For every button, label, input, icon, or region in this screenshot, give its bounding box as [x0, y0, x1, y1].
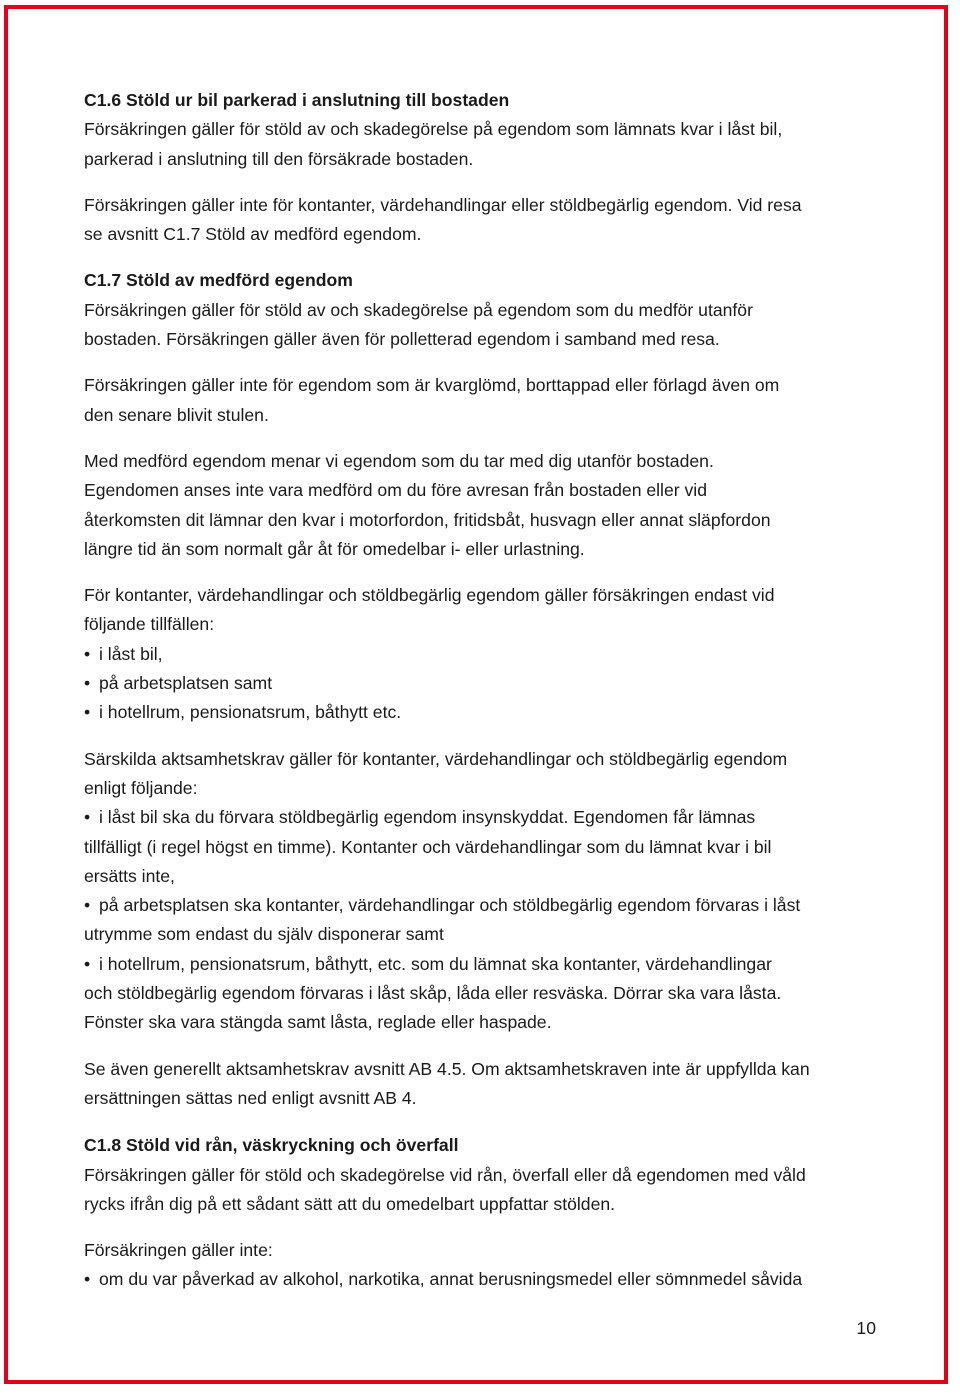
bullet-list [84, 803, 884, 1037]
list-item: • i hotellrum, pensionatsrum, båthytt etc. [84, 698, 884, 727]
paragraph: Särskilda aktsamhetskrav gäller för kontanter, värdehandlingar och stöldbegärlig egendom enligt följande: [84, 748, 788, 798]
list-item: • i låst bil, [84, 640, 884, 669]
paragraph: Försäkringen gäller inte: [84, 1240, 273, 1261]
paragraph: Försäkringen gäller för stöld av och skadegörelse på egendom som lämnats kvar i låst bil, parkerad i anslutning till den försäkrade bostaden. [84, 119, 783, 169]
list-item: • i hotellrum, pensionatsrum, båthytt, etc. som du lämnat ska kontanter, värdehandlingar och stöldbegärlig egendom förvaras i låst skåp, låda eller resväska. Dörrar ska vara låsta. Fönster ska vara stängda samt låsta, reglade eller haspade. [84, 950, 884, 1038]
list-item: • om du var påverkad av alkohol, narkotika, annat berusningsmedel eller sömnmedel såvida [84, 1265, 884, 1294]
bullet-list [84, 640, 884, 728]
document-body [84, 86, 884, 1295]
section-heading: C1.8 Stöld vid rån, väskryckning och överfall [84, 1135, 459, 1156]
section-c1-7 [84, 266, 884, 1113]
paragraph: Försäkringen gäller inte för egendom som är kvarglömd, borttappad eller förlagd även om den senare blivit stulen. [84, 375, 780, 425]
section-heading: C1.7 Stöld av medförd egendom [84, 270, 353, 291]
paragraph: För kontanter, värdehandlingar och stöldbegärlig egendom gäller försäkringen endast vid följande tillfällen: [84, 585, 775, 635]
paragraph: Försäkringen gäller för stöld och skadegörelse vid rån, överfall eller då egendomen med våld rycks ifrån dig på ett sådant sätt att du omedelbart uppfattar stölden. [84, 1164, 806, 1214]
list-item: • i låst bil ska du förvara stöldbegärlig egendom insynskyddat. Egendomen får lämnas tillfälligt (i regel högst en timme). Kontanter och värdehandlingar som du lämnat kvar i bil ersätts inte, [84, 803, 884, 891]
page-number: 10 [856, 1318, 876, 1338]
list-item: • på arbetsplatsen ska kontanter, värdehandlingar och stöldbegärlig egendom förvaras i låst utrymme som endast du själv disponerar samt [84, 891, 884, 950]
paragraph: Med medförd egendom menar vi egendom som du tar med dig utanför bostaden. Egendomen anses inte vara medförd om du före avresan från bostaden eller vid återkomsten dit lämnar den kvar i motorfordon, fritidsbåt, husvagn eller annat släpfordon längre tid än som normalt går åt för omedelbar i- eller urlastning. [84, 450, 771, 559]
section-c1-8 [84, 1131, 884, 1294]
list-item: • på arbetsplatsen samt [84, 669, 884, 698]
paragraph: Försäkringen gäller för stöld av och skadegörelse på egendom som du medför utanför bostaden. Försäkringen gäller även för polletterad egendom i samband med resa. [84, 299, 753, 350]
section-heading: C1.6 Stöld ur bil parkerad i anslutning till bostaden [84, 90, 510, 110]
paragraph: Försäkringen gäller inte för kontanter, värdehandlingar eller stöldbegärlig egendom. Vid resa se avsnitt C1.7 Stöld av medförd egendom. [84, 194, 802, 245]
paragraph: Se även generellt aktsamhetskrav avsnitt AB 4.5. Om aktsamhetskraven inte är uppfyllda kan ersättningen sättas ned enligt avsnitt AB 4. [84, 1058, 810, 1108]
section-c1-6 [84, 86, 884, 249]
